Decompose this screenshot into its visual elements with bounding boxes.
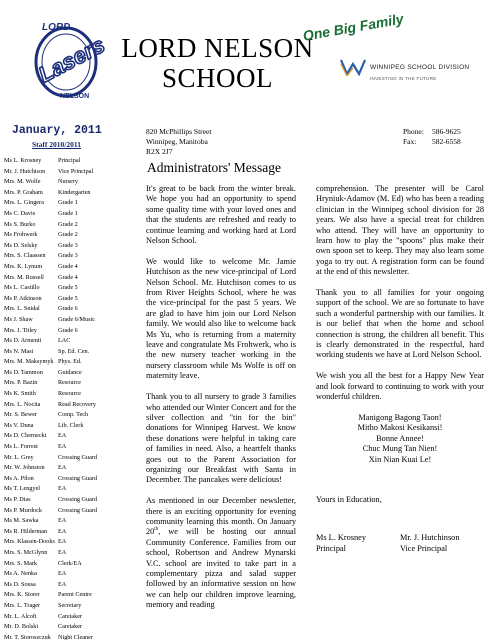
staff-name: Ms C. Davis xyxy=(4,209,36,217)
staff-row xyxy=(4,326,144,337)
svg-text:Lasers: Lasers xyxy=(34,32,109,88)
svg-text:NELSON: NELSON xyxy=(60,93,90,100)
staff-row xyxy=(4,156,144,167)
staff-name: Ms L. Castillo xyxy=(4,284,40,292)
article-paragraph: As mentioned in our December newsletter, there is an exciting opportunity for evening community learning this month. On January 20th, we will be hosting our annual Community Conference. Families from our school, Robertson and Andrew Mynarski V.C. school are invited to take part in a complementary pizza and salad supper followed by an informative session on how we can help our children improve learning, memory and reading xyxy=(146,496,296,610)
article-paragraph: It's great to be back from the winter break. We hope you had an opportunity to spend some quality time with your loved ones and that the students are refreshed and ready to continue learning and working hard at Lord Nelson School. xyxy=(146,184,296,246)
staff-name: Ms L. Forrest xyxy=(4,443,38,451)
signature-name: Ms L. Krosney xyxy=(316,533,367,543)
staff-role: Grade 6/Music xyxy=(58,315,95,323)
staff-row xyxy=(4,506,144,517)
staff-name: Ms P. Atkinson xyxy=(4,294,42,302)
staff-row xyxy=(4,463,144,474)
staff-role: EA xyxy=(58,527,67,535)
staff-row xyxy=(4,400,144,411)
staff-row xyxy=(4,527,144,538)
staff-name: Mrs. L. Gingera xyxy=(4,199,44,207)
staff-name: Mrs. S. Mark xyxy=(4,559,38,567)
staff-row xyxy=(4,304,144,315)
staff-row xyxy=(4,612,144,623)
staff-name: Ms R. Hilderman xyxy=(4,527,48,535)
staff-role: EA xyxy=(58,580,67,588)
staff-row xyxy=(4,188,144,199)
staff-name: Ms T. Lengyel xyxy=(4,485,41,493)
staff-name: Mrs. M. Russell xyxy=(4,273,44,281)
address-line: Winnipeg, Manitoba xyxy=(146,137,208,146)
address-line: R2X 2J7 xyxy=(146,147,173,156)
staff-row xyxy=(4,167,144,178)
staff-role: Grade 3 xyxy=(58,241,78,249)
staff-role: Read Recovery xyxy=(58,400,96,408)
staff-role: Guidance xyxy=(58,368,82,376)
staff-row xyxy=(4,230,144,241)
staff-role: Kindergarten xyxy=(58,188,91,196)
staff-row xyxy=(4,548,144,559)
staff-row xyxy=(4,336,144,347)
staff-role: Grade 5 xyxy=(58,284,78,292)
staff-role: Sp. Ed. Cen. xyxy=(58,347,90,355)
staff-name: Ms M. Sawka xyxy=(4,517,39,525)
staff-role: Comp. Tech xyxy=(58,411,89,419)
staff-role: EA xyxy=(58,538,67,546)
staff-role: Crossing Guard xyxy=(58,453,98,461)
staff-role: Phys. Ed. xyxy=(58,358,82,366)
staff-role: Clerk/EA xyxy=(58,559,82,567)
staff-role: Vice Principal xyxy=(58,167,94,175)
division-logo xyxy=(340,58,482,81)
staff-name: Ms D. Tammon xyxy=(4,368,43,376)
staff-row xyxy=(4,442,144,453)
staff-name: Mr. L. Grey xyxy=(4,453,34,461)
staff-role: Grade 5 xyxy=(58,294,78,302)
staff-name: Mrs. K. Storer xyxy=(4,591,40,599)
signature-vice-principal xyxy=(400,533,484,554)
staff-role: Night Cleaner xyxy=(58,633,93,640)
staff-row xyxy=(4,357,144,368)
staff-name: Ms D. Selsky xyxy=(4,241,38,249)
new-year-greetings xyxy=(316,413,484,465)
phone-number: 586-9625 xyxy=(432,127,461,136)
article-title: Administrators' Message xyxy=(147,160,282,175)
staff-role: EA xyxy=(58,517,67,525)
staff-row xyxy=(4,220,144,231)
staff-role: Caretaker xyxy=(58,623,83,631)
staff-row xyxy=(4,580,144,591)
staff-role: Grade 3 xyxy=(58,252,78,260)
school-address xyxy=(146,127,211,157)
tagline: One Big Family xyxy=(301,10,405,44)
staff-name: Ms D. Sousa xyxy=(4,580,36,588)
staff-role: Grade 6 xyxy=(58,326,78,334)
school-name: LORD NELSON xyxy=(121,33,314,63)
signature-name: Mr. J. Hutchinson xyxy=(400,533,460,543)
staff-role: Crossing Guard xyxy=(58,474,98,482)
staff-row xyxy=(4,569,144,580)
staff-role: Secretary xyxy=(58,601,82,609)
staff-row xyxy=(4,590,144,601)
staff-row xyxy=(4,421,144,432)
staff-role: Nursery xyxy=(58,178,78,186)
staff-name: Mr. D. Bolski xyxy=(4,623,39,631)
staff-role: Parent Centre xyxy=(58,591,92,599)
staff-row xyxy=(4,495,144,506)
staff-row xyxy=(4,453,144,464)
article-column-2 xyxy=(316,184,484,554)
staff-row xyxy=(4,516,144,527)
staff-name: Ms P. Murdock xyxy=(4,506,42,514)
staff-name: Mrs. S. McGlynn xyxy=(4,548,48,556)
contact-info xyxy=(403,127,461,147)
staff-name: Ms D. Chernecki xyxy=(4,432,47,440)
staff-row xyxy=(4,474,144,485)
staff-name: Ms P. Dias xyxy=(4,496,31,503)
staff-role: EA xyxy=(58,548,67,556)
staff-row xyxy=(4,431,144,442)
staff-role: Grade 1 xyxy=(58,209,78,217)
staff-name: Ms V. Duna xyxy=(4,421,34,429)
staff-role: EA xyxy=(58,464,67,472)
staff-name: Ms A. Nenka xyxy=(4,570,37,578)
staff-role: EA xyxy=(58,485,67,493)
article-column-1 xyxy=(146,184,296,621)
staff-name: Ms A. Pilon xyxy=(4,474,34,482)
staff-name: Ms L. Krosney xyxy=(4,157,42,164)
staff-row xyxy=(4,601,144,612)
staff-name: Mrs. M. Wolfe xyxy=(4,178,41,186)
staff-row xyxy=(4,315,144,326)
staff-row xyxy=(4,209,144,220)
staff-name: Mr. L. Alcofi xyxy=(4,612,37,620)
staff-name: Mrs. L. Snidal xyxy=(4,305,40,313)
signatures xyxy=(316,533,484,554)
staff-list xyxy=(4,156,144,640)
division-name: WINNIPEG SCHOOL DIVISION xyxy=(370,63,470,71)
staff-row xyxy=(4,368,144,379)
greeting: Bonne Annee! xyxy=(376,433,424,443)
address-line: 820 McPhillips Street xyxy=(146,127,212,136)
issue-date: January, 2011 xyxy=(12,124,102,137)
staff-row xyxy=(4,559,144,570)
svg-text:LORD: LORD xyxy=(42,22,71,33)
division-mark-icon xyxy=(340,58,366,76)
staff-role: Grade 4 xyxy=(58,273,78,281)
staff-role: Crossing Guard xyxy=(58,506,98,514)
fax-number: 582-6558 xyxy=(432,137,461,146)
staff-role: Caretaker xyxy=(58,612,83,620)
article-paragraph: Thank you to all nursery to grade 3 families who attended our Winter Concert and for the silver collection and "tin for the bin" donations for Winnipeg Harvest. We know these donations were helpful in taking care of families in need. Also, a heartfelt thanks goes out to the Parent Association for organizing our Breakfast with Santa in December. The pancakes were delicious! xyxy=(146,392,296,485)
staff-name: Mrs. M. Maksymyk xyxy=(4,358,54,366)
staff-role: EA xyxy=(58,432,67,440)
staff-row xyxy=(4,378,144,389)
staff-row xyxy=(4,294,144,305)
staff-name: Mrs. L. Trager xyxy=(4,601,41,609)
staff-name: Ms S. Burko xyxy=(4,220,36,228)
staff-row xyxy=(4,251,144,262)
staff-row xyxy=(4,484,144,495)
staff-row xyxy=(4,262,144,273)
closing: Yours in Education, xyxy=(316,494,382,504)
staff-name: Mr. W. Johnston xyxy=(4,464,45,472)
staff-role: Lib. Clerk xyxy=(58,421,84,429)
staff-heading: Staff 2010/2011 xyxy=(32,140,81,149)
staff-role: Resource xyxy=(58,390,82,398)
staff-row xyxy=(4,198,144,209)
staff-name: Ms J. Shaw xyxy=(4,315,33,323)
staff-name: Mrs. Klassen-Dooks xyxy=(4,538,55,546)
staff-name: Mrs. P. Bazin xyxy=(4,379,38,387)
phone-label: Phone: xyxy=(403,127,424,136)
staff-row xyxy=(4,633,144,640)
staff-name: Ms Frohwerk xyxy=(4,231,38,239)
staff-role: Grade 6 xyxy=(58,305,78,313)
staff-row xyxy=(4,283,144,294)
greeting: Manigong Bagong Taon! xyxy=(358,412,442,422)
staff-name: Ms N. Masi xyxy=(4,347,34,355)
school-name-line2: SCHOOL xyxy=(161,63,273,93)
staff-name: Mrs. K. Lynum xyxy=(4,262,43,270)
staff-row xyxy=(4,347,144,358)
staff-row xyxy=(4,177,144,188)
staff-name: Ms K. Smith xyxy=(4,390,36,398)
greeting: Xin Nian Kuai Le! xyxy=(368,454,432,464)
division-motto: INVESTING IN THE FUTURE xyxy=(370,76,437,81)
staff-name: Mr. J. Hutchison xyxy=(4,167,46,175)
staff-name: Mrs. P. Graham xyxy=(4,188,43,196)
staff-role: EA xyxy=(58,443,67,451)
signature-title: Principal xyxy=(316,543,346,553)
signature-principal xyxy=(316,533,400,554)
staff-row xyxy=(4,241,144,252)
article-paragraph: comprehension. The presenter will be Carol Hryniuk-Adamov (M. Ed) who has been a reading clinician in the Winnipeg school division for 28 years. We also have a special treat for children who attend. They will have an opportunity to learn how to play the "spoons" plus make their own spoon set to keep. They may also learn some yoga to try out. A registration form can be found at the end of this newsletter. xyxy=(316,184,484,277)
signature-title: Vice Principal xyxy=(400,543,448,553)
staff-role: Grade 2 xyxy=(58,231,78,239)
staff-role: Resource xyxy=(58,379,82,387)
greeting: Mitho Makosi Kesikansi! xyxy=(357,423,443,433)
fax-label: Fax: xyxy=(403,137,417,146)
article-paragraph: We would like to welcome Mr. Jamie Hutchison as the new vice-principal of Lord Nelson School. Mr. Hutchison comes to us from River Heights School, where he was the vice-principal for the past 5 years. We are glad to have him join our Lord Nelson family. We would also like to welcome back Ms Yu, who is returning from a maternity leave and congratulate Ms Frohwerk, who is the new nursery teacher working in the nursery classroom while Ms Wolfe is off on maternity leave. xyxy=(146,256,296,381)
staff-row xyxy=(4,622,144,633)
article-paragraph: We wish you all the best for a Happy New Year and look forward to continuing to work with your wonderful children. xyxy=(316,371,484,402)
staff-role: LAC xyxy=(58,337,71,345)
staff-role: Grade 1 xyxy=(58,199,78,207)
staff-role: Crossing Guard xyxy=(58,496,98,503)
staff-row xyxy=(4,273,144,284)
staff-role: Principal xyxy=(58,157,81,164)
staff-name: Mr. S. Bewer xyxy=(4,411,37,419)
staff-row xyxy=(4,389,144,400)
staff-name: Mrs. S. Claassen xyxy=(4,252,46,260)
staff-role: EA xyxy=(58,570,67,578)
article-paragraph: Thank you to all families for your ongoing support of the school. We are so fortunate to have such a wonderful partnership with our families. It is our belief that when the home and school connection is strong, the children all benefit. This is clearly demonstrated in the respectful, hard working students we have at Lord Nelson School. xyxy=(316,288,484,360)
staff-name: Ms D. Armenti xyxy=(4,337,42,345)
greeting: Chuc Mung Tan Nien! xyxy=(362,444,438,454)
staff-name: Mrs. L. Nocita xyxy=(4,400,41,408)
staff-name: Mrs. J. Titley xyxy=(4,326,38,334)
staff-row xyxy=(4,410,144,421)
staff-name: Mr. T. Storoszczuk xyxy=(4,633,51,640)
staff-role: Grade 2 xyxy=(58,220,78,228)
staff-role: Grade 4 xyxy=(58,262,78,270)
staff-row xyxy=(4,537,144,548)
